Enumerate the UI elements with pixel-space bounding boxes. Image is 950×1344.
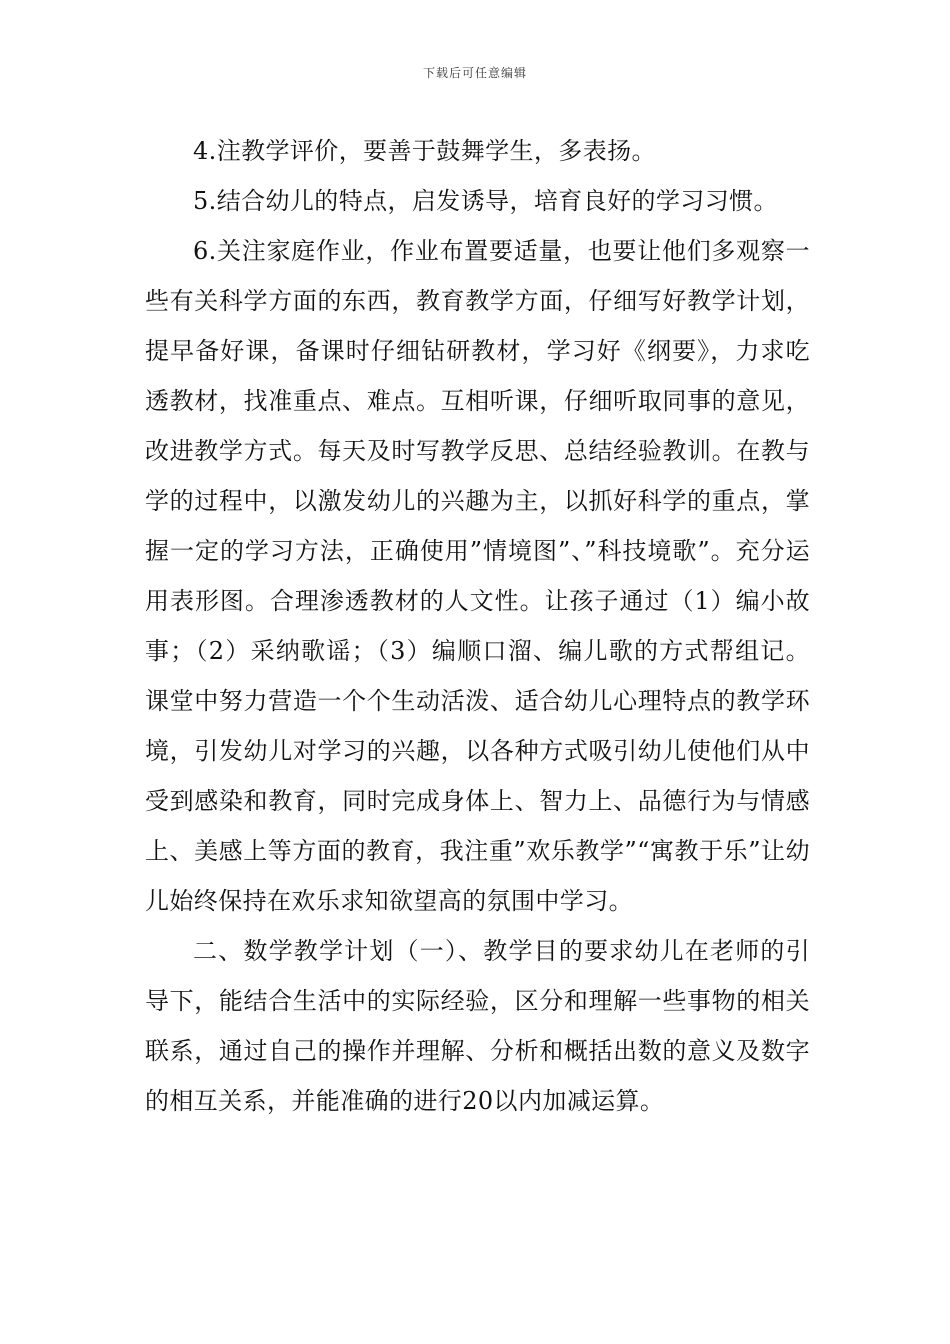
paragraph-math-plan: 二、数学教学计划（一）、教学目的要求幼儿在老师的引导下，能结合生活中的实际经验，区分和理解一些事物的相关联系，通过自己的操作并理解、分析和概括出数的意义及数字的相互关系，并能准确的进行20以内加减运算。 <box>145 937 810 1115</box>
paragraph-item-4: 4.注教学评价，要善于鼓舞学生，多表扬。 <box>193 137 656 165</box>
document-body <box>145 126 810 1126</box>
header-note: 下载后可任意编辑 <box>422 66 527 80</box>
paragraph-item-5: 5.结合幼儿的特点，启发诱导，培育良好的学习习惯。 <box>193 187 778 215</box>
paragraph-item-6: 6.关注家庭作业，作业布置要适量，也要让他们多观察一些有关科学方面的东西，教育教学方面，仔细写好教学计划，提早备好课，备课时仔细钻研教材，学习好《纲要》，力求吃透教材，找准重点、难点。互相听课，仔细听取同事的意见，改进教学方式。每天及时写教学反思、总结经验教训。在教与学的过程中，以激发幼儿的兴趣为主，以抓好科学的重点，掌握一定的学习方法，正确使用”情境图”、”科技境歌”。充分运用表形图。合理渗透教材的人文性。让孩子通过（1）编小故事；（2）采纳歌谣；（3）编顺口溜、编儿歌的方式帮组记。课堂中努力营造一个个生动活泼、适合幼儿心理特点的教学环境，引发幼儿对学习的兴趣，以各种方式吸引幼儿使他们从中受到感染和教育，同时完成身体上、智力上、品德行为与情感上、美感上等方面的教育，我注重”欢乐教学”“寓教于乐”让幼儿始终保持在欢乐求知欲望高的氛围中学习。 <box>145 237 810 915</box>
